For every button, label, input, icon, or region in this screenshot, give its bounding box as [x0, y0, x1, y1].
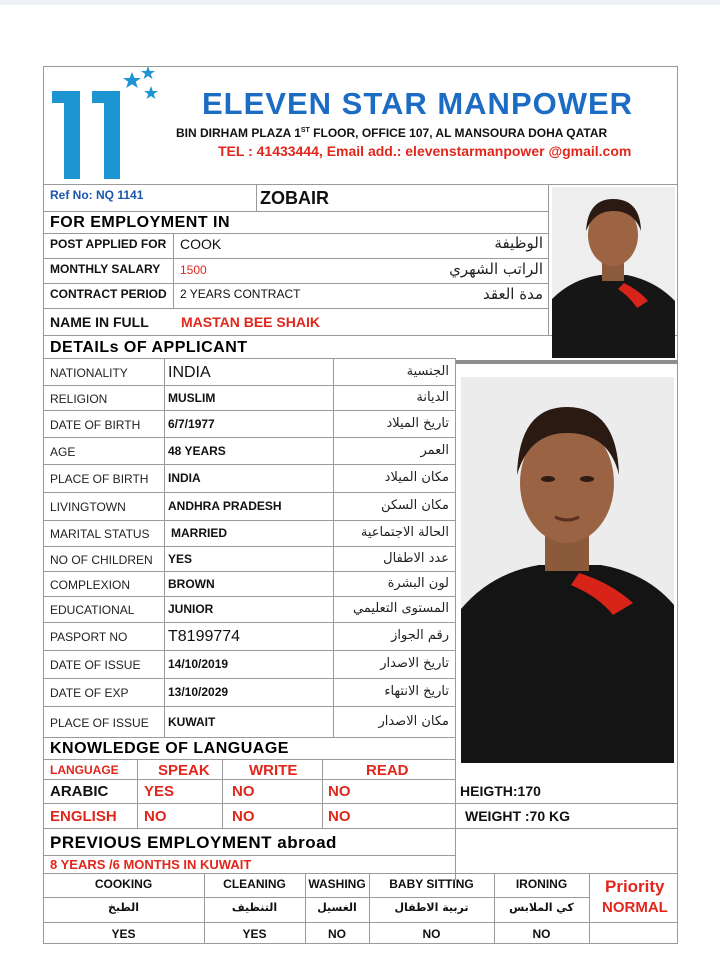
- detail-arabic: لون البشرة: [387, 575, 449, 591]
- skill-label: IRONING: [515, 877, 568, 891]
- col-speak: SPEAK: [158, 762, 210, 779]
- language-heading: KNOWLEDGE OF LANGUAGE: [50, 740, 289, 757]
- detail-label: LIVINGTOWN: [50, 500, 126, 514]
- employment-heading: FOR EMPLOYMENT IN: [50, 214, 231, 231]
- skill-label: WASHING: [308, 877, 366, 891]
- detail-arabic: تاريخ الانتهاء: [384, 684, 449, 699]
- detail-value: 13/10/2029: [168, 685, 229, 699]
- agent-name: ZOBAIR: [260, 188, 329, 208]
- detail-arabic: عدد الاطفال: [383, 550, 449, 566]
- rule: [43, 258, 548, 259]
- detail-value: T8199774: [168, 628, 241, 645]
- priority-label: Priority: [605, 877, 665, 896]
- skill-value: NO: [328, 927, 346, 941]
- detail-label: PLACE OF BIRTH: [50, 472, 149, 486]
- detail-arabic: مكان الميلاد: [384, 470, 449, 485]
- detail-value: INDIA: [168, 363, 211, 381]
- rule: [43, 184, 678, 185]
- rule: [43, 437, 455, 438]
- rule: [43, 410, 455, 411]
- name-value: MASTAN BEE SHAIK: [181, 314, 320, 330]
- skill-arabic: الطبخ: [107, 901, 140, 914]
- skill-label: BABY SITTING: [389, 877, 474, 891]
- company-name: ELEVEN STAR MANPOWER: [202, 86, 634, 121]
- salary-arabic: الراتب الشهري: [449, 260, 543, 278]
- rule: [43, 759, 455, 760]
- detail-arabic: رقم الجواز: [391, 628, 449, 643]
- company-address: BIN DIRHAM PLAZA 1ST FLOOR, OFFICE 107, AL MANSOURA DOHA QATAR: [176, 126, 608, 140]
- rule: [43, 873, 678, 874]
- rule: [43, 897, 589, 898]
- rule: [548, 184, 549, 335]
- detail-arabic: مكان الاصدار: [378, 713, 449, 729]
- rule: [455, 358, 456, 880]
- contract-label: CONTRACT PERIOD: [50, 287, 167, 301]
- detail-label: NO OF CHILDREN: [50, 552, 153, 567]
- arabic-speak: YES: [144, 783, 175, 800]
- rule: [43, 855, 455, 856]
- col-read: READ: [366, 762, 409, 779]
- weight-value: WEIGHT :70 KG: [465, 808, 571, 824]
- rule: [43, 596, 455, 597]
- detail-arabic: المستوى التعليمي: [353, 601, 449, 616]
- rule: [222, 759, 223, 828]
- skill-arabic: الغسيل: [317, 901, 357, 914]
- rule: [43, 571, 455, 572]
- post-value: COOK: [180, 236, 222, 252]
- detail-label: NATIONALITY: [50, 365, 128, 380]
- detail-label: DATE OF ISSUE: [50, 658, 141, 672]
- detail-value: JUNIOR: [168, 602, 214, 616]
- lang-arabic: ARABIC: [50, 783, 109, 800]
- previous-heading: PREVIOUS EMPLOYMENT abroad: [50, 833, 337, 852]
- rule: [43, 828, 678, 829]
- rule: [43, 779, 455, 780]
- applicant-photo-small: [552, 187, 675, 358]
- salary-label: MONTHLY SALARY: [50, 262, 161, 276]
- rule: [173, 233, 174, 308]
- detail-value: MUSLIM: [168, 390, 216, 405]
- detail-label: MARITAL STATUS: [50, 527, 150, 541]
- rule: [43, 520, 455, 521]
- height-value: HEIGTH:170: [460, 783, 541, 799]
- rule: [43, 283, 548, 284]
- arabic-read: NO: [328, 783, 351, 800]
- detail-value: 6/7/1977: [168, 416, 215, 431]
- rule: [43, 233, 548, 234]
- rule: [164, 358, 165, 737]
- rule: [43, 922, 678, 923]
- rule: [43, 737, 455, 738]
- applicant-photo-large: [461, 377, 674, 763]
- english-read: NO: [328, 808, 351, 825]
- detail-label: EDUCATIONAL: [50, 603, 135, 617]
- details-heading: DETAILs OF APPLICANT: [50, 339, 248, 356]
- rule: [137, 759, 138, 828]
- rule: [43, 211, 548, 212]
- detail-arabic: العمر: [420, 442, 449, 458]
- detail-value: 14/10/2019: [168, 657, 229, 671]
- rule: [256, 184, 257, 211]
- post-arabic: الوظيفة: [494, 234, 543, 252]
- previous-summary: 8 YEARS /6 MONTHS IN KUWAIT: [50, 857, 252, 872]
- rule: [322, 759, 323, 828]
- detail-label: COMPLEXION: [50, 577, 131, 592]
- rule: [43, 546, 455, 547]
- name-label: NAME IN FULL: [50, 314, 149, 330]
- detail-arabic: مكان السكن: [380, 498, 449, 513]
- detail-label: DATE OF BIRTH: [50, 417, 141, 432]
- skill-value: NO: [532, 927, 551, 941]
- detail-value: BROWN: [168, 576, 215, 591]
- detail-label: PASPORT NO: [50, 630, 128, 644]
- col-write: WRITE: [249, 762, 298, 779]
- rule: [43, 678, 455, 679]
- priority-value: NORMAL: [602, 899, 668, 916]
- ref-number: Ref No: NQ 1141: [50, 188, 144, 202]
- rule: [43, 358, 455, 359]
- rule: [43, 492, 455, 493]
- skill-value: YES: [242, 927, 267, 941]
- arabic-write: NO: [232, 783, 255, 800]
- detail-arabic: الجنسية: [406, 363, 449, 379]
- rule: [455, 360, 678, 364]
- skill-value: YES: [111, 927, 136, 941]
- detail-label: DATE OF EXP: [50, 686, 129, 700]
- detail-label: AGE: [50, 444, 76, 459]
- skill-label: CLEANING: [223, 877, 286, 891]
- detail-value: KUWAIT: [168, 714, 216, 729]
- skill-arabic: كي الملابس: [509, 901, 574, 914]
- col-language: LANGUAGE: [50, 763, 119, 777]
- skill-value: NO: [422, 927, 441, 941]
- detail-arabic: تاريخ الميلاد: [386, 415, 449, 431]
- skill-arabic: تربية الاطفال: [394, 901, 469, 914]
- rule: [43, 308, 548, 309]
- rule: [43, 803, 678, 804]
- detail-value: 48 YEARS: [168, 443, 226, 458]
- detail-label: PLACE OF ISSUE: [50, 715, 149, 730]
- contract-value: 2 YEARS CONTRACT: [180, 287, 301, 301]
- rule: [333, 358, 334, 737]
- rule: [43, 650, 455, 651]
- rule: [43, 464, 455, 465]
- rule: [43, 622, 455, 623]
- detail-arabic: الحالة الاجتماعية: [360, 525, 449, 540]
- salary-value: 1500: [180, 263, 207, 277]
- detail-arabic: الديانة: [416, 389, 449, 405]
- rule: [589, 873, 590, 944]
- top-strip: [0, 0, 720, 5]
- rule: [43, 706, 455, 707]
- company-contact: TEL : 41433444, Email add.: elevenstarmanpower @gmail.com: [218, 143, 632, 159]
- lang-english: ENGLISH: [50, 808, 117, 825]
- detail-value: MARRIED: [171, 526, 227, 540]
- detail-value: ANDHRA PRADESH: [168, 499, 282, 513]
- english-write: NO: [232, 808, 255, 825]
- detail-label: RELIGION: [50, 391, 108, 406]
- rule: [43, 385, 455, 386]
- contract-arabic: مدة العقد: [483, 285, 543, 303]
- english-speak: NO: [144, 808, 167, 825]
- post-label: POST APPLIED FOR: [50, 237, 167, 251]
- detail-value: INDIA: [168, 471, 201, 485]
- detail-value: YES: [168, 551, 193, 566]
- skill-arabic: التنظيف: [231, 901, 278, 914]
- detail-arabic: تاريخ الاصدار: [380, 656, 449, 671]
- skill-label: COOKING: [94, 877, 153, 891]
